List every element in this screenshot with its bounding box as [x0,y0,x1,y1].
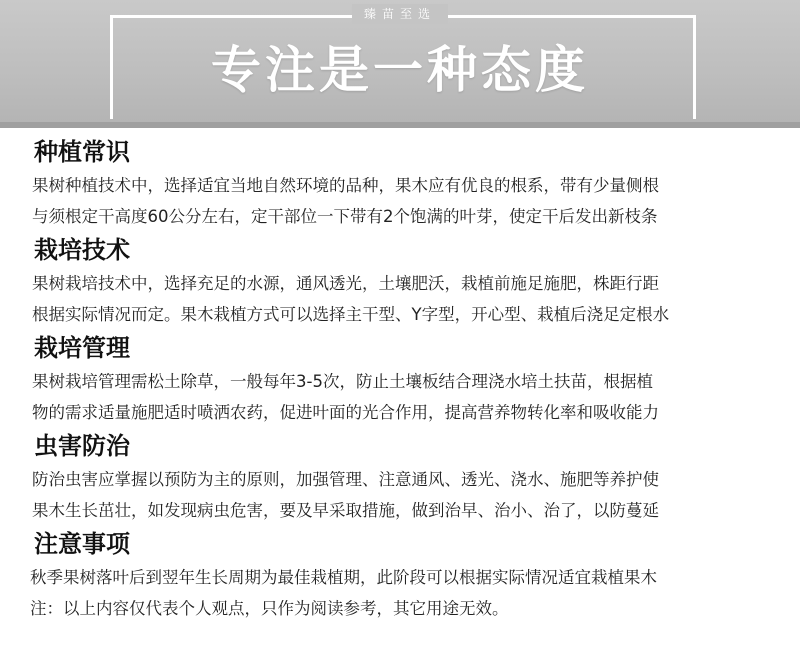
paragraph-line: 物的需求适量施肥适时喷洒农药，促进叶面的光合作用，提高营养物转化率和吸收能力 [32,403,659,422]
section-heading: 栽培技术 [34,236,130,264]
paragraph-line: 果木生长茁壮，如发现病虫危害，要及早采取措施，做到治早、治小、治了，以防蔓延 [32,501,659,520]
section-notes [0,526,800,624]
paragraph-line: 果树种植技术中，选择适宜当地自然环境的品种，果木应有优良的根系，带有少量侧根 [32,176,659,195]
section-pest-control [0,428,800,526]
section-planting-knowledge [0,134,800,232]
section-cultivation-management [0,330,800,428]
header-banner [0,0,800,128]
paragraph-line: 果树栽培管理需松土除草，一般每年3-5次，防止土壤板结合理浇水培土扶苗，根据植 [32,372,653,391]
banner-title: 专注是一种态度 [211,41,589,99]
section-cultivation-technique [0,232,800,330]
paragraph-line: 根据实际情况而定。果木栽植方式可以选择主干型、Y字型，开心型、栽植后浇足定根水 [32,305,670,324]
paragraph-line: 果树栽培技术中，选择充足的水源，通风透光，土壤肥沃，栽植前施足施肥，株距行距 [32,274,659,293]
paragraph-line: 秋季果树落叶后到翌年生长周期为最佳栽植期，此阶段可以根据实际情况适宜栽植果木 [30,568,657,587]
section-heading: 栽培管理 [34,334,130,362]
section-heading: 虫害防治 [34,432,130,460]
banner-divider [0,122,800,128]
paragraph-line: 与须根定干高度60公分左右，定干部位一下带有2个饱满的叶芽，使定干后发出新枝条 [32,207,658,226]
article-content [0,128,800,624]
section-heading: 注意事项 [34,530,130,558]
paragraph-line: 防治虫害应掌握以预防为主的原则，加强管理、注意通风、透光、浇水、施肥等养护使 [32,470,659,489]
banner-small-text: 臻苗至选 [352,4,448,24]
disclaimer-line: 注：以上内容仅代表个人观点，只作为阅读参考，其它用途无效。 [30,599,509,618]
section-heading: 种植常识 [34,138,130,166]
